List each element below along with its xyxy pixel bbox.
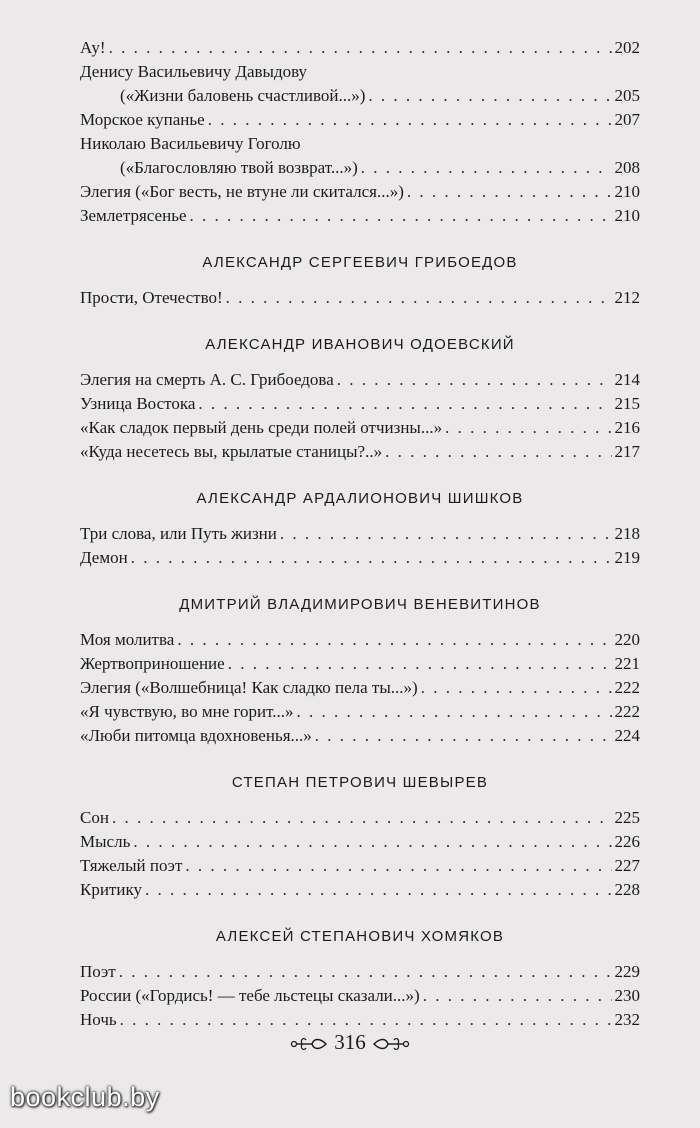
toc-entry	[80, 984, 640, 1008]
toc-entry-page: 217	[614, 442, 640, 461]
author-section	[80, 582, 640, 748]
toc-entry-title: Три слова, или Путь жизни	[80, 524, 277, 543]
dot-leader	[315, 724, 612, 748]
toc-entry	[80, 700, 640, 724]
toc-entry-title: («Благословляю твой возврат...»)	[120, 158, 358, 177]
toc-entry-page: 220	[614, 630, 640, 649]
author-section	[80, 476, 640, 570]
page-number: 316	[334, 1030, 366, 1054]
dot-leader	[119, 960, 612, 984]
toc-entry-page: 214	[614, 370, 640, 389]
toc-entry	[80, 84, 640, 108]
toc-entry-title: Элегия («Бог весть, не втуне ли скитался...»)	[80, 182, 404, 201]
dot-leader	[133, 830, 611, 854]
dot-leader	[131, 546, 612, 570]
toc-entry	[80, 392, 640, 416]
dot-leader	[280, 522, 612, 546]
dot-leader	[109, 36, 612, 60]
toc-entry-title: Ау!	[80, 38, 106, 57]
toc-entry	[80, 180, 640, 204]
toc-entry-page: 210	[614, 182, 640, 201]
toc-entry-title: Денису Васильевичу Давыдову	[80, 62, 308, 81]
toc-entry	[80, 286, 640, 310]
toc-entry-page: 216	[614, 418, 640, 437]
toc-entry-title: Демон	[80, 548, 128, 567]
dot-leader	[445, 416, 611, 440]
dot-leader	[407, 180, 612, 204]
dot-leader	[145, 878, 612, 902]
toc-entry-title: «Люби питомца вдохновенья...»	[80, 726, 312, 745]
dot-leader	[198, 392, 611, 416]
toc-entry	[80, 854, 640, 878]
author-heading: АЛЕКСАНДР СЕРГЕЕВИЧ ГРИБОЕДОВ	[202, 254, 518, 271]
toc-entry-page: 230	[614, 986, 640, 1005]
toc-entry-title: Мысль	[80, 832, 131, 851]
toc-entry-page: 205	[614, 86, 640, 105]
toc-entry	[80, 156, 640, 180]
author-heading: АЛЕКСЕЙ СТЕПАНОВИЧ ХОМЯКОВ	[215, 928, 505, 945]
dot-leader	[190, 204, 612, 228]
toc-entry	[80, 416, 640, 440]
toc-entry-title: Жертвоприношение	[80, 654, 225, 673]
toc-entry-page: 226	[614, 832, 640, 851]
dot-leader	[208, 108, 612, 132]
toc-entry-page: 207	[614, 110, 640, 129]
toc-entry-page: 225	[614, 808, 640, 827]
author-section	[80, 322, 640, 464]
toc-entry	[80, 368, 640, 392]
toc-entry	[80, 724, 640, 748]
toc-entry-title: России («Гордись! — тебе льстецы сказали...»)	[80, 986, 420, 1005]
toc-entry	[80, 806, 640, 830]
toc-entry-title: «Куда несетесь вы, крылатые станицы?..»	[80, 442, 383, 461]
author-heading: АЛЕКСАНДР АРДАЛИОНОВИЧ ШИШКОВ	[196, 490, 524, 507]
toc-entry-title: Прости, Отечество!	[80, 288, 223, 307]
dot-leader	[421, 676, 612, 700]
table-of-contents	[80, 36, 640, 1032]
toc-entry-page: 222	[614, 678, 640, 697]
toc-entry-title: Тяжелый поэт	[80, 856, 183, 875]
author-heading: АЛЕКСАНДР ИВАНОВИЧ ОДОЕВСКИЙ	[205, 336, 515, 353]
toc-entry-page: 224	[614, 726, 640, 745]
toc-entry	[80, 676, 640, 700]
toc-entry-title: Морское купанье	[80, 110, 205, 129]
toc-entry	[80, 546, 640, 570]
toc-entry	[80, 628, 640, 652]
toc-entry-title: «Как сладок первый день среди полей отчизны...»	[80, 418, 443, 437]
toc-entry-page: 210	[614, 206, 640, 225]
dot-leader	[297, 700, 612, 724]
toc-entry	[80, 960, 640, 984]
dot-leader	[385, 440, 611, 464]
toc-entry-page: 218	[614, 524, 640, 543]
page-folio	[0, 1024, 700, 1060]
toc-entry-page: 221	[614, 654, 640, 673]
toc-entry	[80, 36, 640, 60]
author-section	[80, 760, 640, 902]
toc-entry-page: 202	[614, 38, 640, 57]
toc-entry-title: Элегия («Волшебница! Как сладко пела ты...»)	[80, 678, 418, 697]
toc-entry-page: 222	[614, 702, 640, 721]
dot-leader	[368, 84, 611, 108]
dot-leader	[361, 156, 612, 180]
toc-entry	[80, 108, 640, 132]
toc-entry	[80, 204, 640, 228]
right-ornament-icon	[372, 1034, 412, 1054]
dot-leader	[228, 652, 612, 676]
dot-leader	[226, 286, 612, 310]
toc-entry-title: («Жизни баловень счастливой...»)	[120, 86, 366, 105]
toc-entry	[80, 652, 640, 676]
site-watermark: bookclub.by	[10, 1082, 160, 1112]
toc-entry	[80, 132, 640, 156]
author-heading: СТЕПАН ПЕТРОВИЧ ШЕВЫРЕВ	[231, 774, 489, 791]
dot-leader	[337, 368, 612, 392]
dot-leader	[423, 984, 612, 1008]
author-heading: ДМИТРИЙ ВЛАДИМИРОВИЧ ВЕНЕВИТИНОВ	[179, 596, 541, 613]
toc-entry-title: Моя молитва	[80, 630, 175, 649]
toc-entry-title: Николаю Васильевичу Гоголю	[80, 134, 301, 153]
toc-entry-page: 228	[614, 880, 640, 899]
toc-entry-page: 232	[614, 1010, 640, 1029]
dot-leader	[112, 806, 612, 830]
left-ornament-icon	[288, 1034, 328, 1054]
toc-entry-title: Узница Востока	[80, 394, 196, 413]
author-section	[80, 240, 640, 310]
toc-entry	[80, 878, 640, 902]
toc-entry-page: 229	[614, 962, 640, 981]
toc-entry	[80, 60, 640, 84]
toc-entry-page: 208	[614, 158, 640, 177]
toc-entry	[80, 440, 640, 464]
toc-entry-title: Землетрясенье	[80, 206, 187, 225]
toc-entry-title: Сон	[80, 808, 109, 827]
toc-entry-page: 215	[614, 394, 640, 413]
author-section	[80, 914, 640, 1032]
toc-entry-page: 227	[614, 856, 640, 875]
toc-entry-title: Критику	[80, 880, 142, 899]
toc-entry-title: «Я чувствую, во мне горит...»	[80, 702, 294, 721]
toc-entry	[80, 522, 640, 546]
dot-leader	[177, 628, 611, 652]
toc-entry-title: Поэт	[80, 962, 116, 981]
toc-entry-title: Элегия на смерть А. С. Грибоедова	[80, 370, 334, 389]
toc-entry	[80, 830, 640, 854]
toc-entry-page: 212	[614, 288, 640, 307]
toc-entry-page: 219	[614, 548, 640, 567]
toc-entry-title: Ночь	[80, 1010, 117, 1029]
dot-leader	[185, 854, 611, 878]
